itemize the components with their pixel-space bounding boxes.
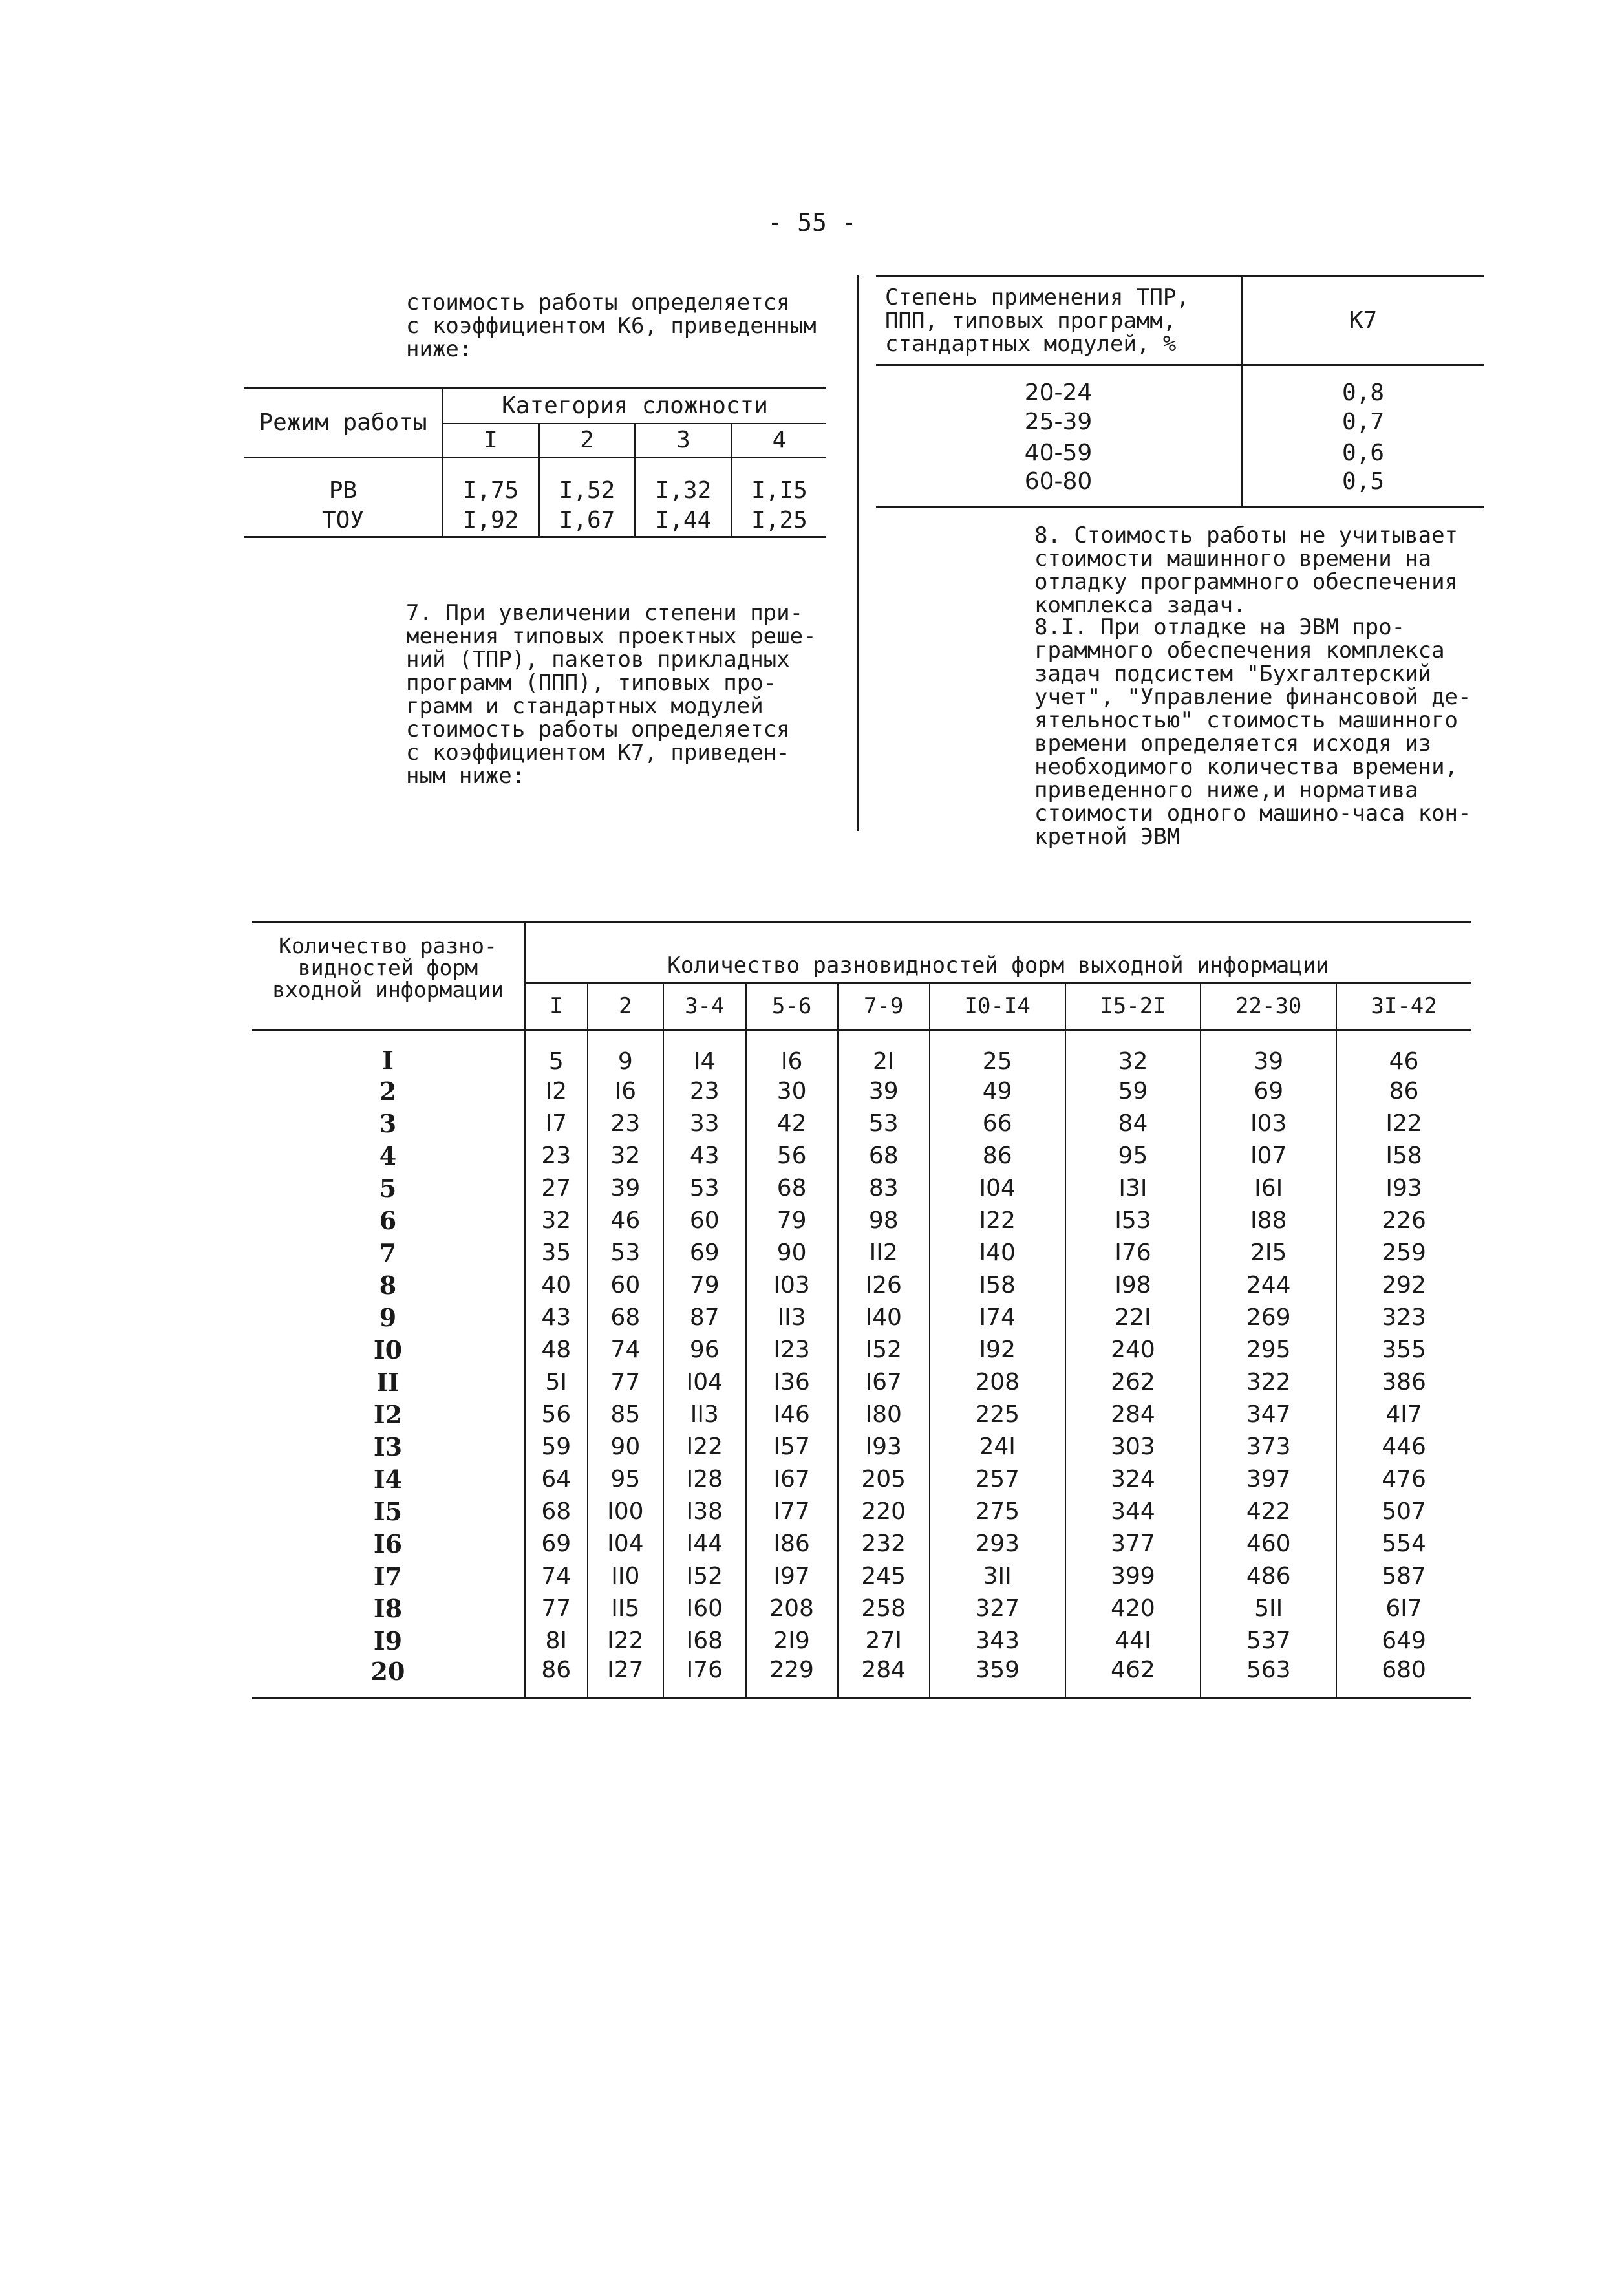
big-cell: 422 bbox=[1201, 1495, 1336, 1527]
big-cell: I3I bbox=[1065, 1172, 1201, 1204]
para-k6-intro: стоимость работы определяется с коэффициентом К6, приведенным ниже: bbox=[406, 290, 817, 362]
big-cell: 35 bbox=[541, 1239, 572, 1266]
k6-value: I,92 bbox=[443, 504, 539, 537]
big-col-header-5: 7-9 bbox=[838, 983, 930, 1029]
big-cell: I93 bbox=[838, 1430, 930, 1463]
big-cell: 5II bbox=[1201, 1592, 1336, 1624]
big-row bbox=[252, 1030, 1471, 1075]
big-cell: 324 bbox=[1065, 1463, 1201, 1495]
big-cell: 83 bbox=[838, 1172, 930, 1204]
big-cell: 85 bbox=[588, 1398, 663, 1430]
big-cell: 53 bbox=[838, 1107, 930, 1139]
big-cell: 303 bbox=[1065, 1430, 1201, 1463]
k6-category-1: I bbox=[443, 424, 539, 458]
big-row bbox=[252, 1495, 1471, 1527]
big-cell: 420 bbox=[1065, 1592, 1201, 1624]
big-cell: 327 bbox=[930, 1592, 1065, 1624]
big-cell: 8I bbox=[545, 1627, 568, 1654]
big-cell: 344 bbox=[1065, 1495, 1201, 1527]
big-row-input: I bbox=[252, 1030, 525, 1075]
k7-row bbox=[876, 406, 1484, 437]
big-cell: 79 bbox=[746, 1204, 838, 1236]
big-cell: 322 bbox=[1201, 1366, 1336, 1398]
big-row-input: II bbox=[252, 1366, 525, 1398]
big-row-input: I2 bbox=[252, 1398, 525, 1430]
big-cell: I97 bbox=[746, 1560, 838, 1592]
big-cell: 69 bbox=[1201, 1075, 1336, 1107]
big-row-input: I8 bbox=[252, 1592, 525, 1624]
big-cell: 486 bbox=[1201, 1560, 1336, 1592]
big-cell: 262 bbox=[1065, 1366, 1201, 1398]
big-cell: 208 bbox=[746, 1592, 838, 1624]
big-row-input: 3 bbox=[252, 1107, 525, 1139]
big-row bbox=[252, 1366, 1471, 1398]
big-col-header-1: I bbox=[525, 983, 588, 1029]
big-cell: 2I9 bbox=[746, 1624, 838, 1657]
big-cell: 462 bbox=[1065, 1657, 1201, 1698]
k6-value: I,32 bbox=[635, 458, 731, 504]
big-cell: 587 bbox=[1336, 1560, 1471, 1592]
table-k6 bbox=[244, 387, 826, 538]
big-cell: 245 bbox=[838, 1560, 930, 1592]
big-row-input: I9 bbox=[252, 1624, 525, 1657]
big-cell: 240 bbox=[1065, 1333, 1201, 1366]
big-cell: I22 bbox=[663, 1430, 745, 1463]
big-cell: 399 bbox=[1065, 1560, 1201, 1592]
k7-col2-header: К7 bbox=[1242, 276, 1484, 365]
big-cell: II5 bbox=[588, 1592, 663, 1624]
big-cell: I77 bbox=[746, 1495, 838, 1527]
big-row bbox=[252, 1527, 1471, 1560]
k7-row bbox=[876, 365, 1484, 407]
k6-category-4: 4 bbox=[731, 424, 826, 458]
para-8: 8. Стоимость работы не учитывает стоимости машинного времени на отладку программного обеспечения комплекса задач. bbox=[1034, 522, 1458, 618]
big-cell: 258 bbox=[838, 1592, 930, 1624]
big-cell: 226 bbox=[1336, 1204, 1471, 1236]
big-cell: 229 bbox=[746, 1657, 838, 1698]
big-cell: I27 bbox=[588, 1657, 663, 1698]
big-cell: 68 bbox=[746, 1172, 838, 1204]
big-cell: 4I7 bbox=[1336, 1398, 1471, 1430]
k7-value: 0,8 bbox=[1341, 380, 1385, 406]
big-cell: I00 bbox=[588, 1495, 663, 1527]
big-cell: I57 bbox=[746, 1430, 838, 1463]
big-cell: 40 bbox=[541, 1271, 572, 1298]
k7-range: 40-59 bbox=[876, 437, 1242, 468]
big-cell: II0 bbox=[588, 1560, 663, 1592]
big-col-header-3: 3-4 bbox=[663, 983, 745, 1029]
big-cell: 43 bbox=[541, 1304, 572, 1331]
k6-mode: ТОУ bbox=[244, 504, 443, 537]
big-cell: I92 bbox=[930, 1333, 1065, 1366]
big-row-input: I5 bbox=[252, 1495, 525, 1527]
k7-row bbox=[876, 437, 1484, 468]
big-col-header-4: 5-6 bbox=[746, 983, 838, 1029]
big-cell: 460 bbox=[1201, 1527, 1336, 1560]
k7-range: 60-80 bbox=[876, 468, 1242, 507]
big-row bbox=[252, 1592, 1471, 1624]
big-cell: 295 bbox=[1201, 1333, 1336, 1366]
big-cell: 293 bbox=[930, 1527, 1065, 1560]
big-cell: 292 bbox=[1336, 1269, 1471, 1301]
big-cell: I22 bbox=[930, 1204, 1065, 1236]
big-row-input: 9 bbox=[252, 1301, 525, 1333]
big-cell: 32 bbox=[1065, 1030, 1201, 1075]
big-row bbox=[252, 1657, 1471, 1698]
k7-value: 0,7 bbox=[1341, 408, 1385, 435]
big-cell: I2 bbox=[545, 1077, 568, 1104]
big-cell: 476 bbox=[1336, 1463, 1471, 1495]
big-cell: 96 bbox=[663, 1333, 745, 1366]
k6-mode: РВ bbox=[328, 477, 358, 504]
big-cell: 77 bbox=[541, 1595, 572, 1622]
big-row-input: 6 bbox=[252, 1204, 525, 1236]
big-cell: 87 bbox=[663, 1301, 745, 1333]
big-cell: 208 bbox=[930, 1366, 1065, 1398]
big-cell: 2I5 bbox=[1201, 1236, 1336, 1269]
para-8-1: 8.I. При отладке на ЭВМ про- граммного обеспечения комплекса задач подсистем "Бухгалтерский учет", "Управление финансовой де- ятельностью" стоимость машинного времени определяется исходя из необходимого количества времени, приведенного ниже,и норматива стоимости одного машино-часа кон- кретной ЭВМ bbox=[1034, 614, 1471, 850]
big-cell: I76 bbox=[663, 1657, 745, 1698]
big-row bbox=[252, 1172, 1471, 1204]
big-cell: I40 bbox=[930, 1236, 1065, 1269]
big-row-input: I3 bbox=[252, 1430, 525, 1463]
big-cell: 23 bbox=[588, 1107, 663, 1139]
big-cell: 275 bbox=[930, 1495, 1065, 1527]
big-row bbox=[252, 1398, 1471, 1430]
big-cell: 42 bbox=[746, 1107, 838, 1139]
big-cell: 60 bbox=[663, 1204, 745, 1236]
big-cell: 25 bbox=[930, 1030, 1065, 1075]
big-cell: I58 bbox=[1336, 1139, 1471, 1172]
big-cell: 53 bbox=[663, 1172, 745, 1204]
k6-mode-header: Режим работы bbox=[244, 388, 443, 458]
big-cell: 68 bbox=[838, 1139, 930, 1172]
big-cell: 79 bbox=[663, 1269, 745, 1301]
big-row bbox=[252, 1236, 1471, 1269]
big-cell: I76 bbox=[1065, 1236, 1201, 1269]
big-row-input: 20 bbox=[252, 1657, 525, 1698]
big-cell: 284 bbox=[838, 1657, 930, 1698]
k7-range: 25-39 bbox=[876, 406, 1242, 437]
big-cell: 68 bbox=[588, 1301, 663, 1333]
big-cell: 507 bbox=[1336, 1495, 1471, 1527]
k6-category-2: 2 bbox=[539, 424, 635, 458]
big-cell: I6 bbox=[588, 1075, 663, 1107]
big-cell: 5I bbox=[545, 1368, 568, 1395]
big-cell: 680 bbox=[1336, 1657, 1471, 1698]
big-cell: 86 bbox=[930, 1139, 1065, 1172]
big-col-header-8: 22-30 bbox=[1201, 983, 1336, 1029]
big-row bbox=[252, 1333, 1471, 1366]
big-cell: 446 bbox=[1336, 1430, 1471, 1463]
big-cell: 39 bbox=[838, 1075, 930, 1107]
big-row-input: 5 bbox=[252, 1172, 525, 1204]
k6-row bbox=[244, 504, 826, 537]
big-cell: 386 bbox=[1336, 1366, 1471, 1398]
big-cell: 24I bbox=[930, 1430, 1065, 1463]
big-cell: 32 bbox=[541, 1207, 572, 1234]
k7-col1-header: Степень применения ТПР, ППП, типовых программ, стандартных модулей, % bbox=[876, 276, 1242, 365]
big-row bbox=[252, 1560, 1471, 1592]
big-cell: I28 bbox=[663, 1463, 745, 1495]
big-cell: 359 bbox=[930, 1657, 1065, 1698]
big-cell: 60 bbox=[588, 1269, 663, 1301]
big-cell: I86 bbox=[746, 1527, 838, 1560]
big-cell: 323 bbox=[1336, 1301, 1471, 1333]
big-cell: 343 bbox=[930, 1624, 1065, 1657]
big-cell: 5 bbox=[548, 1048, 564, 1075]
big-cell: 9 bbox=[588, 1030, 663, 1075]
big-row bbox=[252, 1301, 1471, 1333]
big-cell: II3 bbox=[663, 1398, 745, 1430]
big-cell: I80 bbox=[838, 1398, 930, 1430]
k7-value: 0,6 bbox=[1341, 439, 1385, 466]
big-cell: 27I bbox=[838, 1624, 930, 1657]
big-col-header-6: I0-I4 bbox=[930, 983, 1065, 1029]
big-cell: 649 bbox=[1336, 1624, 1471, 1657]
para-7: 7. При увеличении степени при- менения типовых проектных реше- ний (ТПР), пакетов прикладных программ (ППП), типовых про- грамм и стандартных модулей стоимость работы определяется с коэффициентом К7, приведен- ным ниже: bbox=[406, 600, 817, 789]
big-cell: I03 bbox=[1201, 1107, 1336, 1139]
big-cell: 225 bbox=[930, 1398, 1065, 1430]
big-cell: 48 bbox=[541, 1336, 572, 1363]
big-cell: I98 bbox=[1065, 1269, 1201, 1301]
big-cell: I04 bbox=[930, 1172, 1065, 1204]
big-cell: 373 bbox=[1201, 1430, 1336, 1463]
big-cell: I88 bbox=[1201, 1204, 1336, 1236]
big-cell: 56 bbox=[541, 1401, 572, 1428]
big-cell: II2 bbox=[838, 1236, 930, 1269]
big-cell: 95 bbox=[1065, 1139, 1201, 1172]
big-cell: I26 bbox=[838, 1269, 930, 1301]
big-cell: 74 bbox=[541, 1562, 572, 1589]
big-cell: 220 bbox=[838, 1495, 930, 1527]
big-cell: I38 bbox=[663, 1495, 745, 1527]
big-cell: 74 bbox=[588, 1333, 663, 1366]
big-cell: I07 bbox=[1201, 1139, 1336, 1172]
big-cell: 64 bbox=[541, 1465, 572, 1492]
big-cell: I67 bbox=[746, 1463, 838, 1495]
big-cell: I6I bbox=[1201, 1172, 1336, 1204]
table-k7 bbox=[876, 275, 1484, 508]
big-col-header-2: 2 bbox=[588, 983, 663, 1029]
big-row bbox=[252, 1269, 1471, 1301]
k6-category-header: Категория сложности bbox=[443, 388, 827, 424]
big-cell: 68 bbox=[541, 1498, 572, 1525]
big-cell: 257 bbox=[930, 1463, 1065, 1495]
big-cell: II3 bbox=[746, 1301, 838, 1333]
big-cell: 98 bbox=[838, 1204, 930, 1236]
big-cell: I03 bbox=[746, 1269, 838, 1301]
big-cell: 563 bbox=[1201, 1657, 1336, 1698]
big-cell: 69 bbox=[663, 1236, 745, 1269]
big-cell: I53 bbox=[1065, 1204, 1201, 1236]
k6-value: I,I5 bbox=[731, 458, 826, 504]
k7-value: 0,5 bbox=[1242, 468, 1484, 507]
big-cell: I6 bbox=[746, 1030, 838, 1075]
k6-value: I,52 bbox=[539, 458, 635, 504]
big-cell: 66 bbox=[930, 1107, 1065, 1139]
big-cell: I74 bbox=[930, 1301, 1065, 1333]
big-row bbox=[252, 1204, 1471, 1236]
big-cell: I52 bbox=[838, 1333, 930, 1366]
big-cell: I52 bbox=[663, 1560, 745, 1592]
big-cell: 27 bbox=[541, 1174, 572, 1201]
big-row bbox=[252, 1107, 1471, 1139]
big-cell: 30 bbox=[746, 1075, 838, 1107]
k6-value: I,67 bbox=[539, 504, 635, 537]
big-cell: 2I bbox=[838, 1030, 930, 1075]
big-row-input: I4 bbox=[252, 1463, 525, 1495]
big-cell: I04 bbox=[588, 1527, 663, 1560]
big-cell: I68 bbox=[663, 1624, 745, 1657]
big-cell: 86 bbox=[525, 1657, 588, 1698]
big-cell: 269 bbox=[1201, 1301, 1336, 1333]
big-cell: 39 bbox=[1201, 1030, 1336, 1075]
big-col-header-7: I5-2I bbox=[1065, 983, 1201, 1029]
big-cell: 59 bbox=[1065, 1075, 1201, 1107]
big-cell: I60 bbox=[663, 1592, 745, 1624]
k6-value: I,75 bbox=[443, 458, 539, 504]
big-cell: 6I7 bbox=[1336, 1592, 1471, 1624]
k7-row bbox=[876, 468, 1484, 507]
big-row bbox=[252, 1075, 1471, 1107]
big-cell: 23 bbox=[663, 1075, 745, 1107]
table-machine-time bbox=[252, 921, 1471, 1699]
big-cell: 397 bbox=[1201, 1463, 1336, 1495]
k6-value: I,44 bbox=[635, 504, 731, 537]
big-cell: I22 bbox=[588, 1624, 663, 1657]
big-cell: 3II bbox=[930, 1560, 1065, 1592]
big-cell: I23 bbox=[746, 1333, 838, 1366]
big-cell: 232 bbox=[838, 1527, 930, 1560]
big-row-input: 2 bbox=[252, 1075, 525, 1107]
big-cell: 46 bbox=[588, 1204, 663, 1236]
big-cell: 33 bbox=[663, 1107, 745, 1139]
big-row-header: Количество разно- видностей форм входной информации bbox=[252, 923, 525, 1030]
big-cell: 22I bbox=[1065, 1301, 1201, 1333]
big-cell: I4 bbox=[663, 1030, 745, 1075]
big-row bbox=[252, 1430, 1471, 1463]
big-cell: 56 bbox=[746, 1139, 838, 1172]
big-row-input: I7 bbox=[252, 1560, 525, 1592]
big-cell: 86 bbox=[1336, 1075, 1471, 1107]
big-cell: 355 bbox=[1336, 1333, 1471, 1366]
big-row-input: I6 bbox=[252, 1527, 525, 1560]
big-cell: I93 bbox=[1336, 1172, 1471, 1204]
k6-category-3: 3 bbox=[635, 424, 731, 458]
big-cell: 377 bbox=[1065, 1527, 1201, 1560]
big-cell: 69 bbox=[541, 1530, 572, 1557]
big-row-input: 7 bbox=[252, 1236, 525, 1269]
big-cell: 95 bbox=[588, 1463, 663, 1495]
big-cell: 84 bbox=[1065, 1107, 1201, 1139]
big-cell: 23 bbox=[541, 1142, 572, 1169]
big-cell: I46 bbox=[746, 1398, 838, 1430]
big-cell: 59 bbox=[541, 1433, 572, 1460]
k7-range: 20-24 bbox=[876, 365, 1242, 407]
big-cell: 284 bbox=[1065, 1398, 1201, 1430]
big-cell: I36 bbox=[746, 1366, 838, 1398]
big-cell: I58 bbox=[930, 1269, 1065, 1301]
page-number: - 55 - bbox=[767, 208, 857, 237]
big-row-input: 4 bbox=[252, 1139, 525, 1172]
big-cell: I04 bbox=[663, 1366, 745, 1398]
big-cell: 537 bbox=[1201, 1624, 1336, 1657]
big-cell: I7 bbox=[545, 1110, 568, 1137]
big-cell: 53 bbox=[588, 1236, 663, 1269]
big-cell: 44I bbox=[1065, 1624, 1201, 1657]
big-cell: I22 bbox=[1336, 1107, 1471, 1139]
big-cell: 43 bbox=[663, 1139, 745, 1172]
big-cell: 554 bbox=[1336, 1527, 1471, 1560]
big-row bbox=[252, 1463, 1471, 1495]
big-cell: I44 bbox=[663, 1527, 745, 1560]
big-cell: 244 bbox=[1201, 1269, 1336, 1301]
big-cell: 90 bbox=[588, 1430, 663, 1463]
big-row bbox=[252, 1624, 1471, 1657]
big-row-input: 8 bbox=[252, 1269, 525, 1301]
big-cell: I67 bbox=[838, 1366, 930, 1398]
k6-row bbox=[244, 458, 826, 504]
big-cell: I40 bbox=[838, 1301, 930, 1333]
big-cell: 205 bbox=[838, 1463, 930, 1495]
big-cell: 32 bbox=[588, 1139, 663, 1172]
big-cell: 77 bbox=[588, 1366, 663, 1398]
big-row bbox=[252, 1139, 1471, 1172]
big-row-input: I0 bbox=[252, 1333, 525, 1366]
big-col-header-9: 3I-42 bbox=[1336, 983, 1471, 1029]
big-col-group-header: Количество разновидностей форм выходной информации bbox=[525, 923, 1471, 984]
big-cell: 90 bbox=[746, 1236, 838, 1269]
big-cell: 347 bbox=[1201, 1398, 1336, 1430]
big-cell: 259 bbox=[1336, 1236, 1471, 1269]
k6-value: I,25 bbox=[731, 504, 826, 537]
big-cell: 49 bbox=[930, 1075, 1065, 1107]
big-cell: 39 bbox=[588, 1172, 663, 1204]
big-cell: 46 bbox=[1336, 1030, 1471, 1075]
